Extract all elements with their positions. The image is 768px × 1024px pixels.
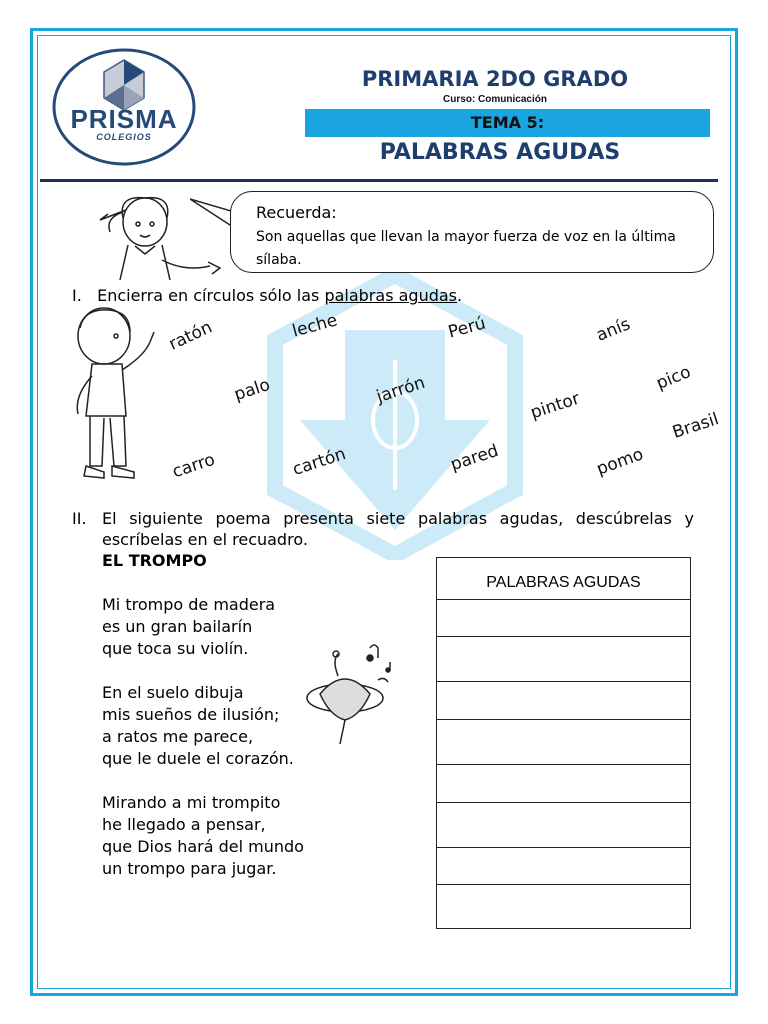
word-pico[interactable]: pico bbox=[653, 362, 694, 394]
recuerda-heading: Recuerda: bbox=[256, 203, 337, 222]
poem-line: que toca su violín. bbox=[102, 639, 249, 658]
word-leche[interactable]: leche bbox=[290, 310, 340, 342]
question-2-text: El siguiente poema presenta siete palabras agudas, descúbrelas y escríbelas en el recuadro. bbox=[102, 509, 694, 549]
word-pared[interactable]: pared bbox=[448, 440, 501, 476]
poem-line: mis sueños de ilusión; bbox=[102, 705, 280, 724]
question-1-end: . bbox=[457, 286, 463, 305]
answer-table bbox=[436, 557, 691, 929]
word-peru[interactable]: Perú bbox=[446, 313, 488, 343]
answer-row[interactable] bbox=[437, 885, 690, 928]
header-divider bbox=[40, 179, 718, 182]
answer-row[interactable] bbox=[437, 682, 690, 720]
word-carro[interactable]: carro bbox=[169, 449, 218, 483]
page-title: PRIMARIA 2DO GRADO bbox=[361, 67, 629, 91]
poem-stanza-2 bbox=[102, 682, 294, 770]
question-2 bbox=[72, 508, 694, 550]
poem-line: que Dios hará del mundo bbox=[102, 837, 304, 856]
answer-row[interactable] bbox=[437, 848, 690, 885]
tema-bar: TEMA 5: bbox=[305, 109, 710, 137]
poem-stanza-3 bbox=[102, 792, 304, 880]
poem-line: es un gran bailarín bbox=[102, 617, 253, 636]
spinning-top-illustration bbox=[300, 636, 410, 748]
question-1 bbox=[72, 286, 462, 305]
poem-line: que le duele el corazón. bbox=[102, 749, 294, 768]
word-carton[interactable]: cartón bbox=[290, 444, 349, 480]
word-pomo[interactable]: pomo bbox=[594, 444, 647, 480]
poem-line: un trompo para jugar. bbox=[102, 859, 277, 878]
poem-stanza-1 bbox=[102, 594, 275, 660]
recuerda-text: Son aquellas que llevan la mayor fuerza de voz en la última sílaba. bbox=[256, 229, 676, 268]
word-pintor[interactable]: pintor bbox=[528, 388, 583, 424]
answer-row[interactable] bbox=[437, 600, 690, 637]
answer-row[interactable] bbox=[437, 720, 690, 765]
course-label: Curso: Comunicación bbox=[443, 94, 547, 105]
poem-line: Mi trompo de madera bbox=[102, 595, 276, 614]
word-raton[interactable]: ratón bbox=[165, 317, 216, 355]
answer-row[interactable] bbox=[437, 637, 690, 682]
boy-illustration bbox=[64, 306, 164, 486]
question-1-underlined: palabras agudas bbox=[324, 286, 458, 305]
answer-row[interactable] bbox=[437, 765, 690, 803]
poem-line: a ratos me parece, bbox=[102, 727, 254, 746]
word-anis[interactable]: anís bbox=[593, 314, 634, 346]
word-brasil[interactable]: Brasil bbox=[670, 409, 722, 443]
poem-title: EL TROMPO bbox=[102, 551, 207, 570]
poem-line: Mirando a mi trompito bbox=[102, 793, 281, 812]
word-palo[interactable]: palo bbox=[231, 374, 273, 406]
question-1-text: Encierra en círculos sólo las bbox=[97, 286, 325, 305]
question-1-number: I. bbox=[72, 286, 82, 305]
poem-line: En el suelo dibuja bbox=[102, 683, 244, 702]
answer-row[interactable] bbox=[437, 803, 690, 848]
logo-name: PRISMA bbox=[70, 104, 178, 134]
page-subtitle: PALABRAS AGUDAS bbox=[379, 140, 621, 165]
word-jarron[interactable]: jarrón bbox=[374, 372, 428, 408]
answer-table-header: PALABRAS AGUDAS bbox=[437, 558, 690, 600]
poem-line: he llegado a pensar, bbox=[102, 815, 266, 834]
logo-subtitle: COLEGIOS bbox=[96, 132, 152, 142]
question-2-number: II. bbox=[72, 509, 87, 528]
